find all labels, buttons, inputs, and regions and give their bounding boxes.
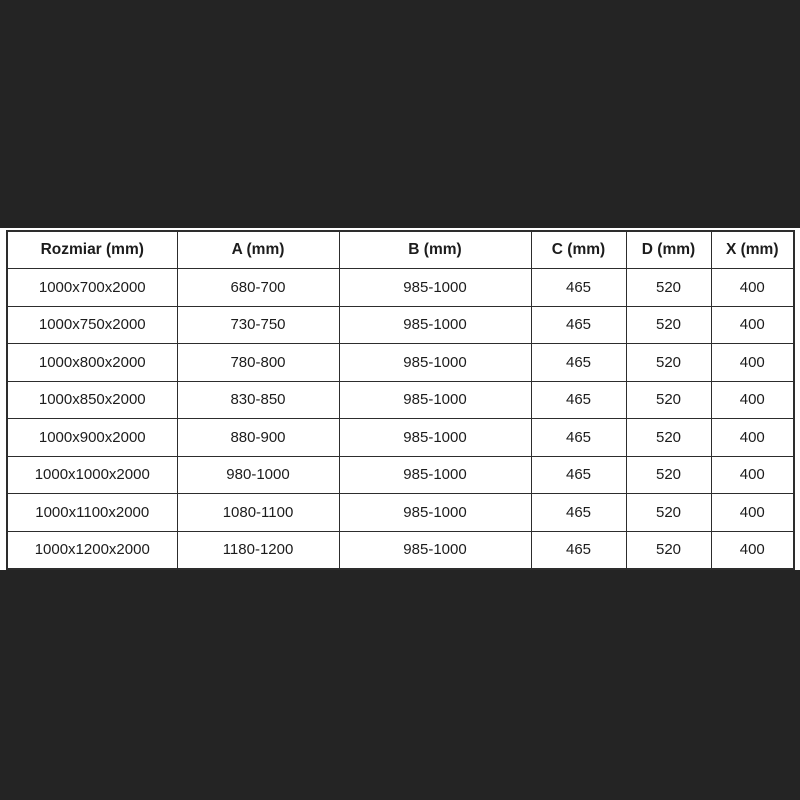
size-spec-table <box>6 230 795 570</box>
table-cell: 520 <box>626 269 711 307</box>
table-cell: 465 <box>531 381 626 419</box>
column-header: C (mm) <box>531 231 626 269</box>
table-panel <box>0 228 800 570</box>
table-cell: 400 <box>711 269 794 307</box>
table-cell: 465 <box>531 419 626 457</box>
column-header: A (mm) <box>177 231 339 269</box>
table-cell: 465 <box>531 494 626 532</box>
table-row <box>7 381 794 419</box>
table-cell: 520 <box>626 531 711 569</box>
table-body <box>7 269 794 569</box>
table-cell: 985-1000 <box>339 419 531 457</box>
table-cell: 400 <box>711 456 794 494</box>
table-cell: 465 <box>531 344 626 382</box>
table-cell: 520 <box>626 381 711 419</box>
table-cell: 1080-1100 <box>177 494 339 532</box>
table-cell: 1000x1200x2000 <box>7 531 177 569</box>
table-row <box>7 269 794 307</box>
table-cell: 780-800 <box>177 344 339 382</box>
table-cell: 980-1000 <box>177 456 339 494</box>
table-cell: 1000x850x2000 <box>7 381 177 419</box>
table-cell: 985-1000 <box>339 306 531 344</box>
table-cell: 680-700 <box>177 269 339 307</box>
table-cell: 1000x1100x2000 <box>7 494 177 532</box>
table-cell: 880-900 <box>177 419 339 457</box>
table-row <box>7 344 794 382</box>
table-cell: 520 <box>626 456 711 494</box>
table-cell: 520 <box>626 306 711 344</box>
table-cell: 400 <box>711 494 794 532</box>
table-row <box>7 531 794 569</box>
column-header: Rozmiar (mm) <box>7 231 177 269</box>
table-cell: 985-1000 <box>339 269 531 307</box>
table-cell: 400 <box>711 344 794 382</box>
table-cell: 465 <box>531 456 626 494</box>
column-header: B (mm) <box>339 231 531 269</box>
table-cell: 1000x750x2000 <box>7 306 177 344</box>
table-cell: 465 <box>531 269 626 307</box>
table-cell: 1000x1000x2000 <box>7 456 177 494</box>
table-cell: 465 <box>531 531 626 569</box>
table-cell: 830-850 <box>177 381 339 419</box>
table-cell: 520 <box>626 419 711 457</box>
table-row <box>7 494 794 532</box>
table-row <box>7 306 794 344</box>
table-cell: 400 <box>711 306 794 344</box>
table-cell: 400 <box>711 531 794 569</box>
table-cell: 520 <box>626 494 711 532</box>
table-header <box>7 231 794 269</box>
column-header: D (mm) <box>626 231 711 269</box>
table-cell: 400 <box>711 381 794 419</box>
table-cell: 1180-1200 <box>177 531 339 569</box>
table-cell: 985-1000 <box>339 494 531 532</box>
table-cell: 1000x800x2000 <box>7 344 177 382</box>
table-cell: 1000x900x2000 <box>7 419 177 457</box>
table-row <box>7 419 794 457</box>
table-cell: 400 <box>711 419 794 457</box>
column-header: X (mm) <box>711 231 794 269</box>
table-cell: 985-1000 <box>339 344 531 382</box>
table-cell: 985-1000 <box>339 381 531 419</box>
table-cell: 985-1000 <box>339 456 531 494</box>
table-cell: 730-750 <box>177 306 339 344</box>
table-cell: 465 <box>531 306 626 344</box>
table-row <box>7 456 794 494</box>
table-cell: 1000x700x2000 <box>7 269 177 307</box>
table-cell: 520 <box>626 344 711 382</box>
header-row <box>7 231 794 269</box>
table-cell: 985-1000 <box>339 531 531 569</box>
